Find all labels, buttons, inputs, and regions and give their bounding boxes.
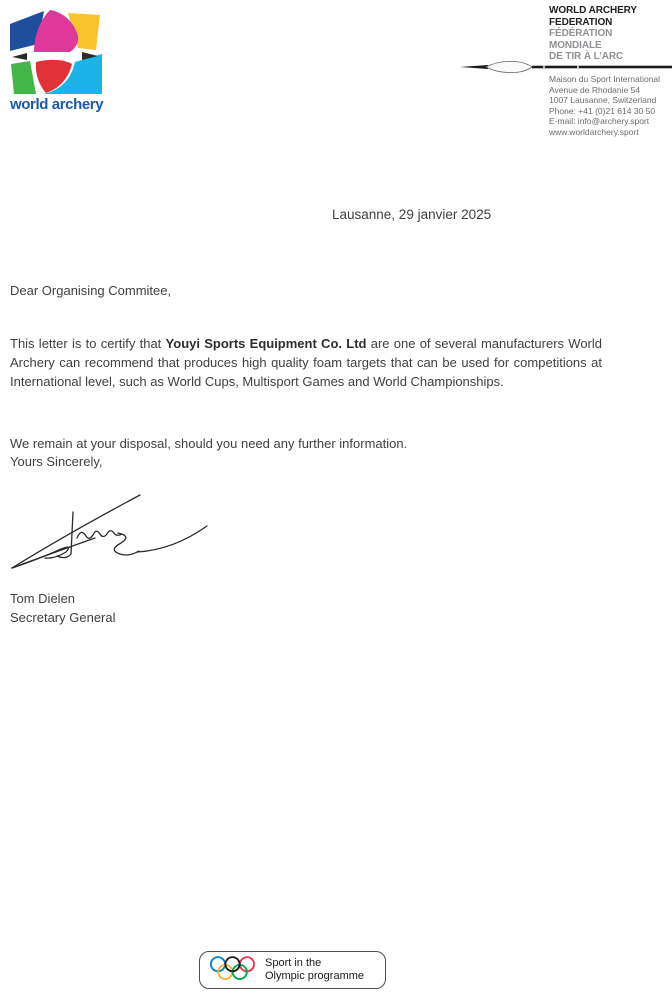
org-name-fr-line: MONDIALE bbox=[549, 39, 602, 51]
badge-text bbox=[265, 957, 364, 983]
company-name: Youyi Sports Equipment Co. Ltd bbox=[165, 336, 367, 351]
address-line: Maison du Sport International bbox=[549, 74, 661, 84]
signer-name: Tom Dielen bbox=[10, 591, 76, 606]
address-line: 1007 Lausanne, Switzerland bbox=[549, 95, 657, 106]
body-text-before: This letter is to certify that bbox=[10, 336, 166, 351]
arrow-divider-icon bbox=[458, 60, 672, 74]
org-name-fr-line: FÉDÉRATION bbox=[549, 28, 613, 39]
address-line: Phone: +41 (0)21 614 30 50 bbox=[549, 105, 656, 116]
signer-title: Secretary General bbox=[10, 610, 116, 625]
federation-address-block bbox=[549, 74, 671, 138]
closing-paragraph: We remain at your disposal, should you need any further information. bbox=[10, 436, 408, 451]
org-name-fr-line: DE TIR À L’ARC bbox=[549, 51, 624, 62]
olympic-programme-badge bbox=[199, 951, 386, 989]
website-address: www.worldarchery.sport bbox=[549, 126, 639, 137]
salutation: Dear Organising Commitee, bbox=[10, 283, 172, 298]
federation-name-block bbox=[549, 5, 669, 63]
world-archery-logo bbox=[10, 10, 108, 113]
email-address: E-mail: info@archery.sport bbox=[549, 116, 650, 127]
address-line: Avenue de Rhodanie 54 bbox=[549, 84, 641, 95]
signer-block bbox=[10, 589, 116, 627]
date-line: Lausanne, 29 janvier 2025 bbox=[332, 207, 492, 222]
org-name-line: FEDERATION bbox=[549, 16, 613, 28]
badge-text-line2: Olympic programme bbox=[265, 970, 365, 982]
org-name-line: WORLD ARCHERY bbox=[549, 5, 637, 16]
world-archery-logo-icon bbox=[10, 10, 106, 94]
badge-text-line1: Sport in the bbox=[265, 957, 322, 969]
body-text-after: are one of several manufacturers World Archery can recommend that produces high quality foam targets that can be used for competitions at International level, such as World Cups, Multisport Games and World Championships. bbox=[10, 336, 602, 389]
olympic-rings-icon bbox=[209, 955, 256, 985]
valediction: Yours Sincerely, bbox=[10, 454, 103, 469]
signature bbox=[5, 486, 215, 576]
world-archery-wordmark: world archery bbox=[10, 96, 104, 113]
body-paragraph bbox=[10, 334, 602, 391]
